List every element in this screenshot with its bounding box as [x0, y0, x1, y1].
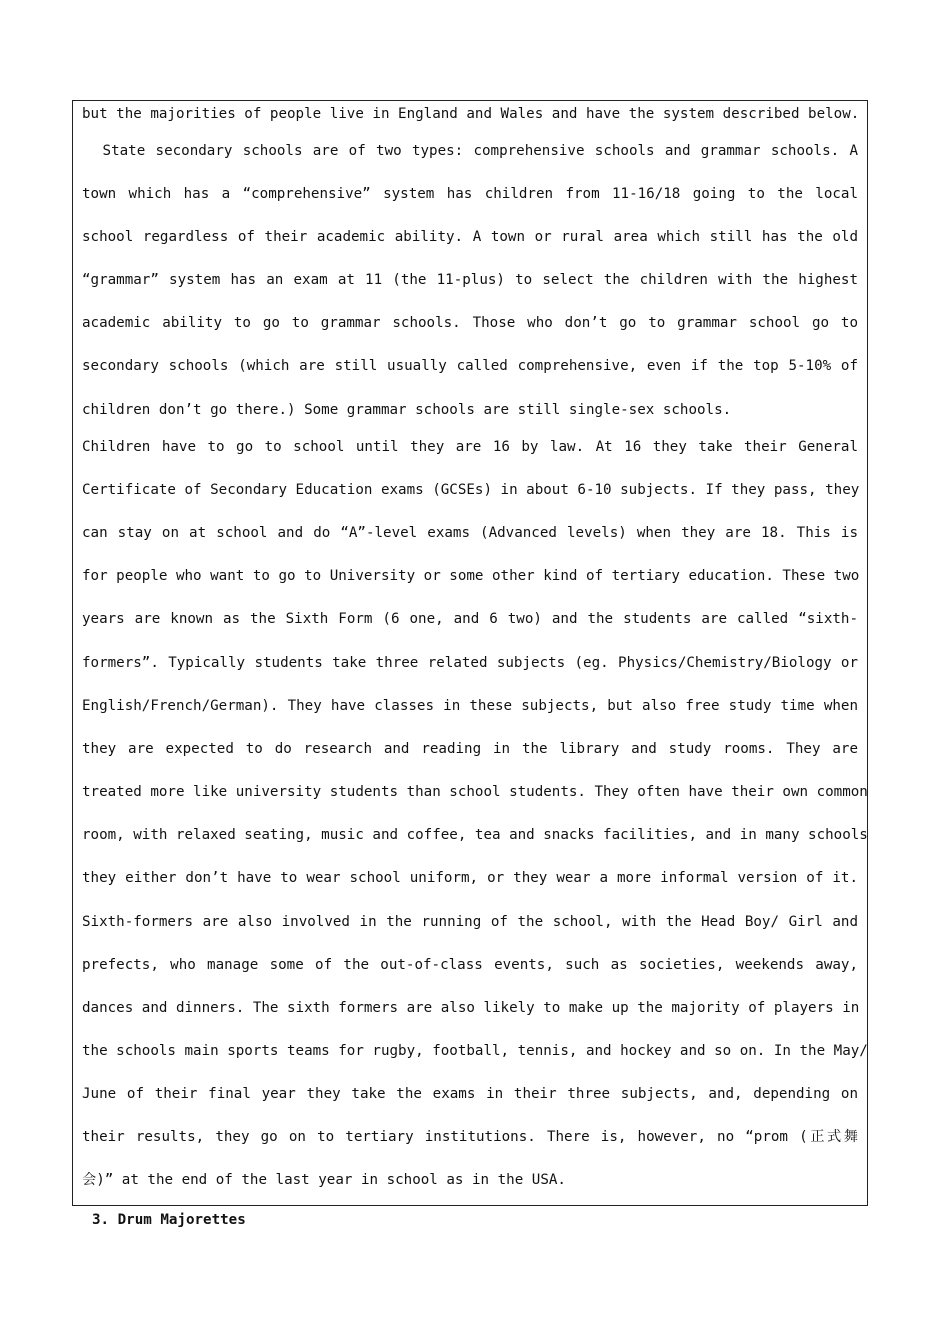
text-line: town which has a “comprehensive” system has children from 11-16/18 going to the local — [82, 186, 858, 202]
text-line: June of their final year they take the exams in their three subjects, and, depending on — [82, 1086, 858, 1102]
text-line: formers”. Typically students take three related subjects (eg. Physics/Chemistry/Biology or — [82, 655, 858, 671]
text-line: can stay on at school and do “A”-level exams (Advanced levels) when they are 18. This is — [82, 525, 858, 541]
text-line: dances and dinners. The sixth formers are also likely to make up the majority of players in — [82, 1000, 860, 1016]
text-line: secondary schools (which are still usually called comprehensive, even if the top 5-10% of — [82, 358, 858, 374]
text-line: room, with relaxed seating, music and coffee, tea and snacks facilities, and in many schools — [82, 827, 868, 843]
text-line: school regardless of their academic ability. A town or rural area which still has the old — [82, 229, 858, 245]
text-box — [72, 100, 868, 1206]
text-line: they either don’t have to wear school uniform, or they wear a more informal version of it. — [82, 870, 858, 886]
text-line: English/French/German). They have classes in these subjects, but also free study time when — [82, 698, 858, 714]
text-line: treated more like university students than school students. They often have their own common — [82, 784, 868, 800]
text-line: State secondary schools are of two types: comprehensive schools and grammar schools. A — [82, 143, 858, 159]
text-line: children don’t go there.) Some grammar schools are still single-sex schools. — [82, 402, 732, 418]
text-line: 会)” at the end of the last year in school as in the USA. — [82, 1172, 566, 1188]
text-line: for people who want to go to University or some other kind of tertiary education. These two — [82, 568, 860, 584]
text-line: but the majorities of people live in England and Wales and have the system described below. — [82, 106, 860, 122]
text-line: prefects, who manage some of the out-of-class events, such as societies, weekends away, — [82, 957, 858, 973]
text-line: Certificate of Secondary Education exams (GCSEs) in about 6-10 subjects. If they pass, they — [82, 482, 860, 498]
text-line: their results, they go on to tertiary institutions. There is, however, no “prom (正式舞 — [82, 1129, 858, 1145]
text-line: academic ability to go to grammar schools. Those who don’t go to grammar school go to — [82, 315, 858, 331]
text-line: “grammar” system has an exam at 11 (the 11-plus) to select the children with the highest — [82, 272, 858, 288]
text-line: years are known as the Sixth Form (6 one, and 6 two) and the students are called “sixth- — [82, 611, 858, 627]
section-heading: 3. Drum Majorettes — [92, 1212, 246, 1228]
text-line: Children have to go to school until they are 16 by law. At 16 they take their General — [82, 439, 858, 455]
text-line: the schools main sports teams for rugby, football, tennis, and hockey and so on. In the May/ — [82, 1043, 868, 1059]
text-line: they are expected to do research and reading in the library and study rooms. They are — [82, 741, 858, 757]
text-line: Sixth-formers are also involved in the running of the school, with the Head Boy/ Girl and — [82, 914, 858, 930]
